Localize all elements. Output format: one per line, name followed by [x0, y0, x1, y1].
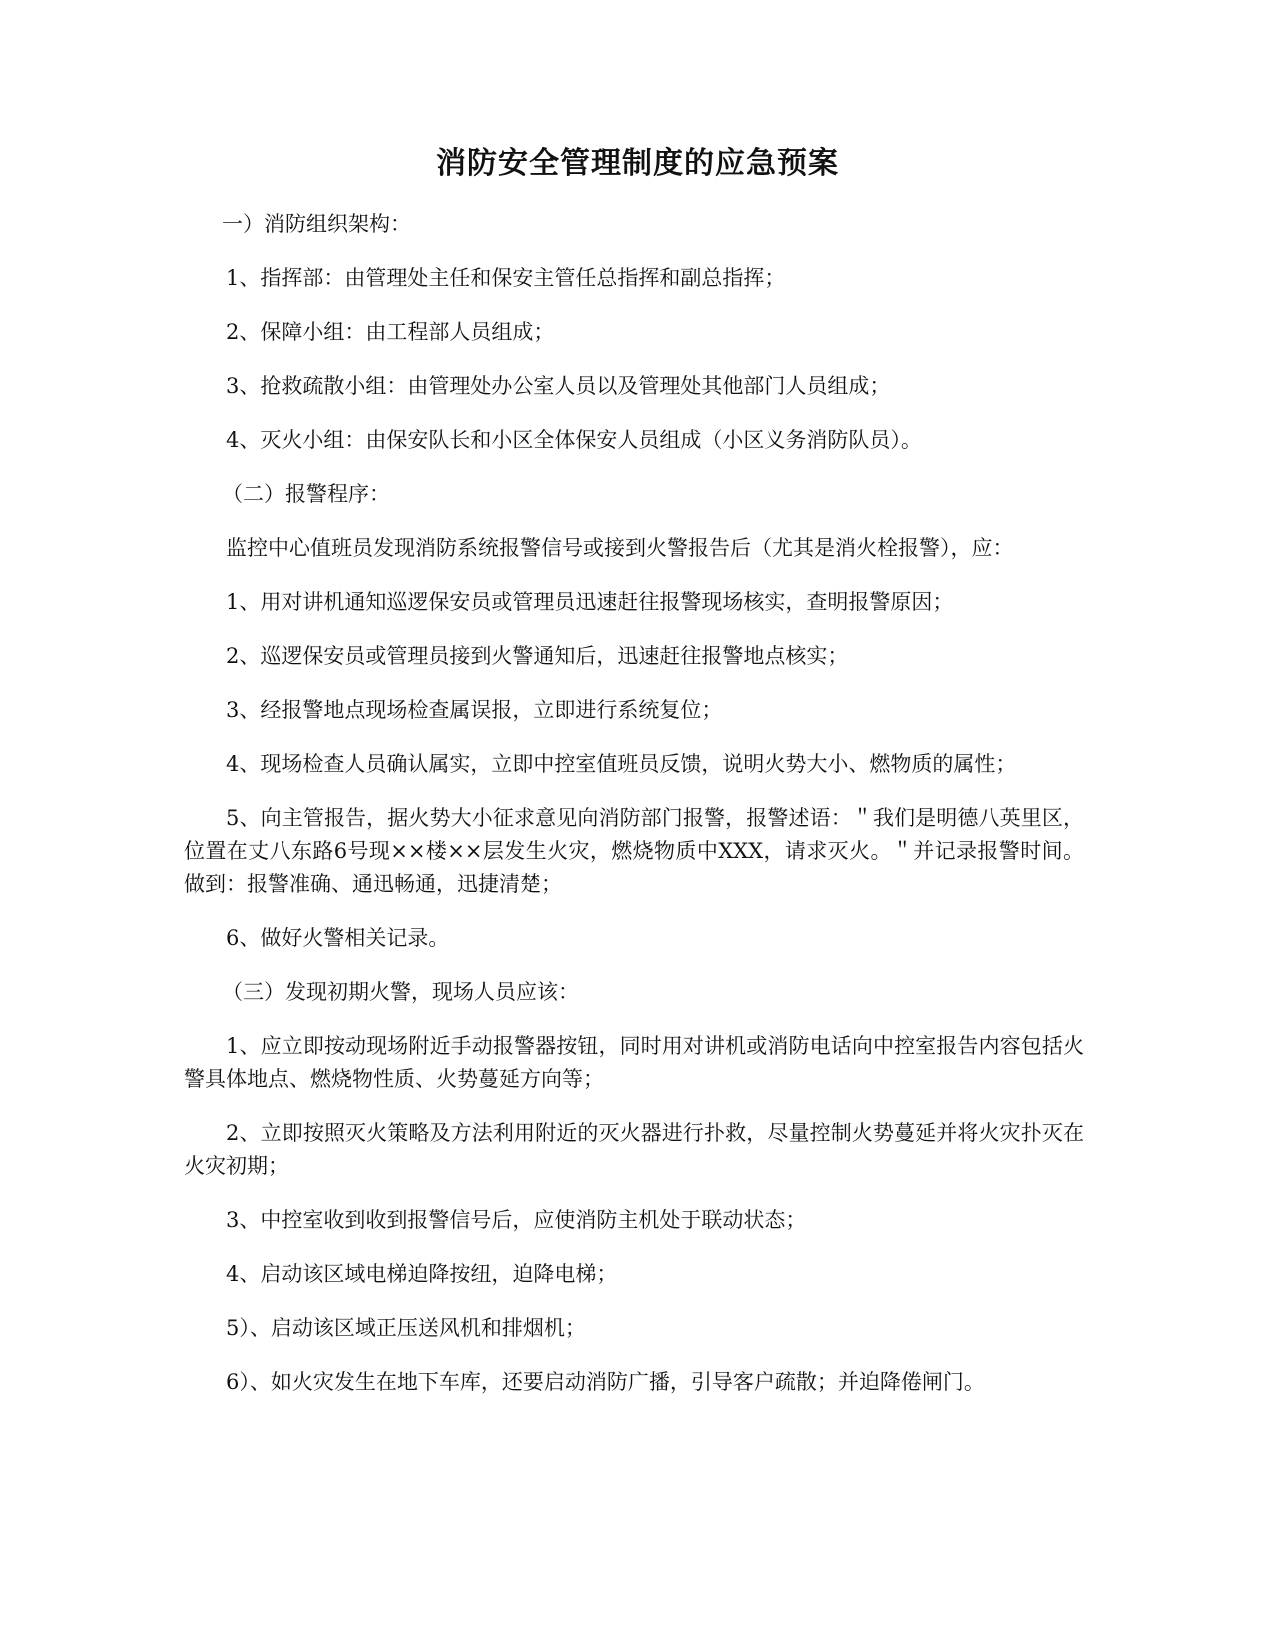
paragraph: 2、保障小组：由工程部人员组成；: [226, 320, 555, 344]
paragraph: 1、用对讲机通知巡逻保安员或管理员迅速赶往报警现场核实，查明报警原因；: [226, 590, 954, 614]
paragraph: 5、向主管报告，据火势大小征求意见向消防部门报警，报警述语：＂我们是明德八英里区，位置在丈八东路6号现××楼××层发生火灾，燃烧物质中XXX，请求灭火。＂并记录报警时间。做到：报警准确、通迅畅通，迅捷清楚；: [184, 806, 1084, 896]
paragraph: 4、启动该区域电梯迫降按纽，迫降电梯；: [226, 1262, 618, 1286]
paragraph: 3、抢救疏散小组：由管理处办公室人员以及管理处其他部门人员组成；: [226, 374, 891, 398]
paragraph: 6、做好火警相关记录。: [226, 926, 450, 950]
paragraph: 4、现场检查人员确认属实，立即中控室值班员反馈，说明火势大小、燃物质的属性；: [226, 752, 1017, 776]
paragraph: 1、应立即按动现场附近手动报警器按钮，同时用对讲机或消防电话向中控室报告内容包括火警具体地点、燃烧物性质、火势蔓延方向等；: [184, 1034, 1084, 1091]
paragraph: 2、巡逻保安员或管理员接到火警通知后，迅速赶往报警地点核实；: [226, 644, 849, 668]
paragraph: 3、中控室收到收到报警信号后，应使消防主机处于联动状态；: [226, 1208, 807, 1232]
paragraph: 4、灭火小组：由保安队长和小区全体保安人员组成（小区义务消防队员）。: [226, 428, 922, 452]
document-body: [184, 208, 1084, 1420]
paragraph: 6）、如火灾发生在地下车库，还要启动消防广播，引导客户疏散；并迫降倦闸门。: [226, 1370, 985, 1394]
section-heading-organization: 一）消防组织架构：: [222, 212, 411, 236]
document-title: 消防安全管理制度的应急预案: [436, 146, 839, 181]
paragraph: 5）、启动该区域正压送风机和排烟机；: [226, 1316, 586, 1340]
paragraph: 监控中心值班员发现消防系统报警信号或接到火警报告后（尤其是消火栓报警），应：: [226, 536, 1014, 560]
paragraph: 1、指挥部：由管理处主任和保安主管任总指挥和副总指挥；: [226, 266, 786, 290]
paragraph: 2、立即按照灭火策略及方法利用附近的灭火器进行扑救，尽量控制火势蔓延并将火灾扑灭在火灾初期；: [184, 1121, 1084, 1178]
section-heading-alarm-procedure: （二）报警程序：: [222, 482, 390, 506]
section-heading-initial-fire: （三）发现初期火警，现场人员应该：: [222, 980, 579, 1004]
paragraph: 3、经报警地点现场检查属误报，立即进行系统复位；: [226, 698, 723, 722]
